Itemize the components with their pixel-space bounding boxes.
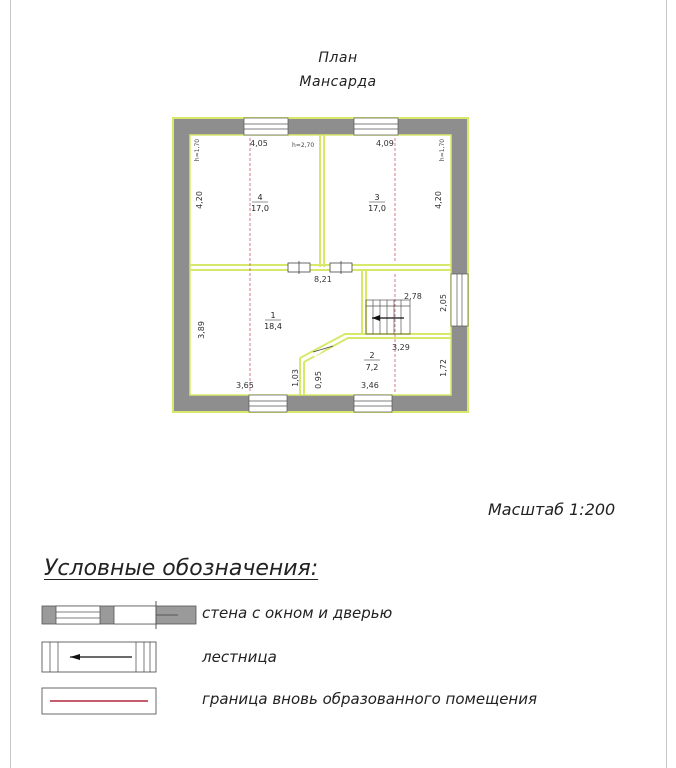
- room-1-area: 18,4: [264, 322, 282, 331]
- dim-stair-width: 2,78: [404, 292, 422, 301]
- dim-bottom-mid-1: 1,03: [291, 369, 300, 387]
- room-4-number: 4: [257, 193, 263, 202]
- legend-item-stairs: [0, 640, 676, 674]
- dim-room4-width: 4,05: [250, 139, 268, 148]
- legend-item-wall: [0, 600, 676, 634]
- scale-label: Масштаб 1:200: [488, 500, 616, 519]
- dim-room4-depth: 4,20: [195, 191, 204, 209]
- legend-title: Условные обозначения:: [44, 556, 319, 581]
- stairs-symbol: [40, 640, 200, 674]
- dim-room4-height-label: h=2,70: [292, 142, 315, 149]
- legend-label-boundary: граница вновь образованного помещения: [202, 690, 538, 708]
- room-4-area: 17,0: [251, 204, 269, 213]
- dim-bottom-left: 3,65: [236, 381, 254, 390]
- dim-room3-ceiling: h=1,70: [439, 138, 446, 162]
- dim-bottom-right: 3,46: [361, 381, 379, 390]
- room-3-number: 3: [374, 193, 380, 202]
- room-3-area: 17,0: [368, 204, 386, 213]
- plan-title: План: [318, 50, 358, 66]
- room-1-number: 1: [270, 311, 276, 320]
- legend-item-boundary: [0, 686, 676, 720]
- boundary-symbol: [40, 686, 200, 720]
- dim-room3-depth: 4,20: [434, 191, 443, 209]
- legend-label-wall: стена с окном и дверью: [202, 604, 393, 622]
- dim-room3-width: 4,09: [376, 139, 394, 148]
- dim-stair-depth: 2,05: [439, 294, 448, 312]
- wall-symbol: [40, 600, 200, 630]
- room-2-area: 7,2: [365, 363, 379, 372]
- dim-room4-ceiling: h=1,70: [194, 138, 201, 162]
- plan-subtitle: Мансарда: [299, 74, 377, 90]
- dim-room2-top: 3,29: [392, 343, 410, 352]
- dim-room1-depth: 3,89: [197, 321, 206, 339]
- dim-corridor-width: 8,21: [314, 275, 332, 284]
- dim-bottom-mid-2: 0,95: [314, 371, 323, 389]
- dim-room2-depth: 1,72: [439, 359, 448, 377]
- room-2-number: 2: [369, 351, 375, 360]
- legend-label-stairs: лестница: [202, 648, 277, 666]
